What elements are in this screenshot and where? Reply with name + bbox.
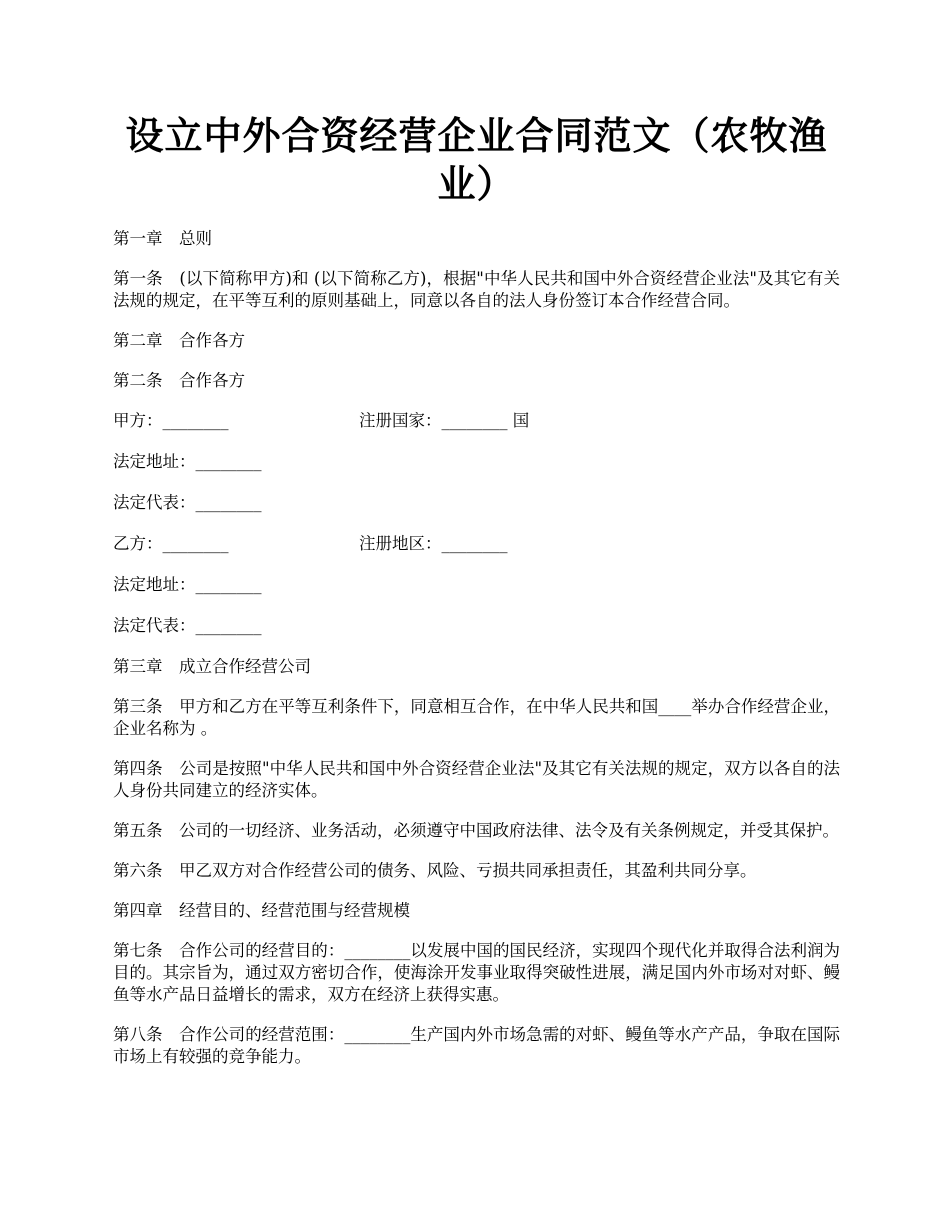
party-a-name: 甲方：________ <box>113 411 229 430</box>
party-a-representative: 法定代表：________ <box>113 493 262 512</box>
article-6: 第六条 甲乙双方对合作经营公司的债务、风险、亏损共同承担责任，其盈利共同分享。 <box>113 861 757 880</box>
party-b-row <box>113 533 840 555</box>
article-3: 第三条 甲方和乙方在平等互利条件下，同意相互合作，在中华人民共和国____举办合作经营企业，企业名称为 。 <box>113 697 840 738</box>
article-1: 第一条 (以下简称甲方)和 (以下简称乙方)，根据"中华人民共和国中外合资经营企业法"及其它有关法规的规定，在平等互利的原则基础上，同意以各自的法人身份签订本合作经营合同。 <box>113 269 840 310</box>
party-b-name: 乙方：________ <box>113 534 229 553</box>
party-b-region: 注册地区：________ <box>359 534 508 553</box>
party-b-address: 法定地址：________ <box>113 575 262 594</box>
article-7: 第七条 合作公司的经营目的：________以发展中国的国民经济，实现四个现代化并取得合法利润为目的。其宗旨为，通过双方密切合作，使海涂开发事业取得突破性进展，满足国内外市场对对虾、鳗鱼等水产品日益增长的需求，双方在经济上获得实惠。 <box>113 941 840 1004</box>
party-b-representative: 法定代表：________ <box>113 616 262 635</box>
document-page <box>113 112 840 1086</box>
article-2: 第二条 合作各方 <box>113 371 245 390</box>
party-a-address: 法定地址：________ <box>113 452 262 471</box>
party-a-country: 注册国家：________ 国 <box>359 411 530 430</box>
chapter-2-heading: 第二章 合作各方 <box>113 331 245 350</box>
article-5: 第五条 公司的一切经济、业务活动，必须遵守中国政府法律、法令及有关条例规定，并受其保护。 <box>113 821 839 840</box>
chapter-4-heading: 第四章 经营目的、经营范围与经营规模 <box>113 901 410 920</box>
chapter-3-heading: 第三章 成立合作经营公司 <box>113 657 311 676</box>
article-8: 第八条 合作公司的经营范围：________生产国内外市场急需的对虾、鳗鱼等水产产品，争取在国际市场上有较强的竞争能力。 <box>113 1025 840 1066</box>
document-title: 设立中外合资经营企业合同范文（农牧渔业） <box>125 113 828 206</box>
chapter-1-heading: 第一章 总则 <box>113 229 212 248</box>
party-a-row <box>113 410 840 432</box>
article-4: 第四条 公司是按照"中华人民共和国中外合资经营企业法"及其它有关法规的规定，双方以各自的法人身份共同建立的经济实体。 <box>113 759 840 800</box>
